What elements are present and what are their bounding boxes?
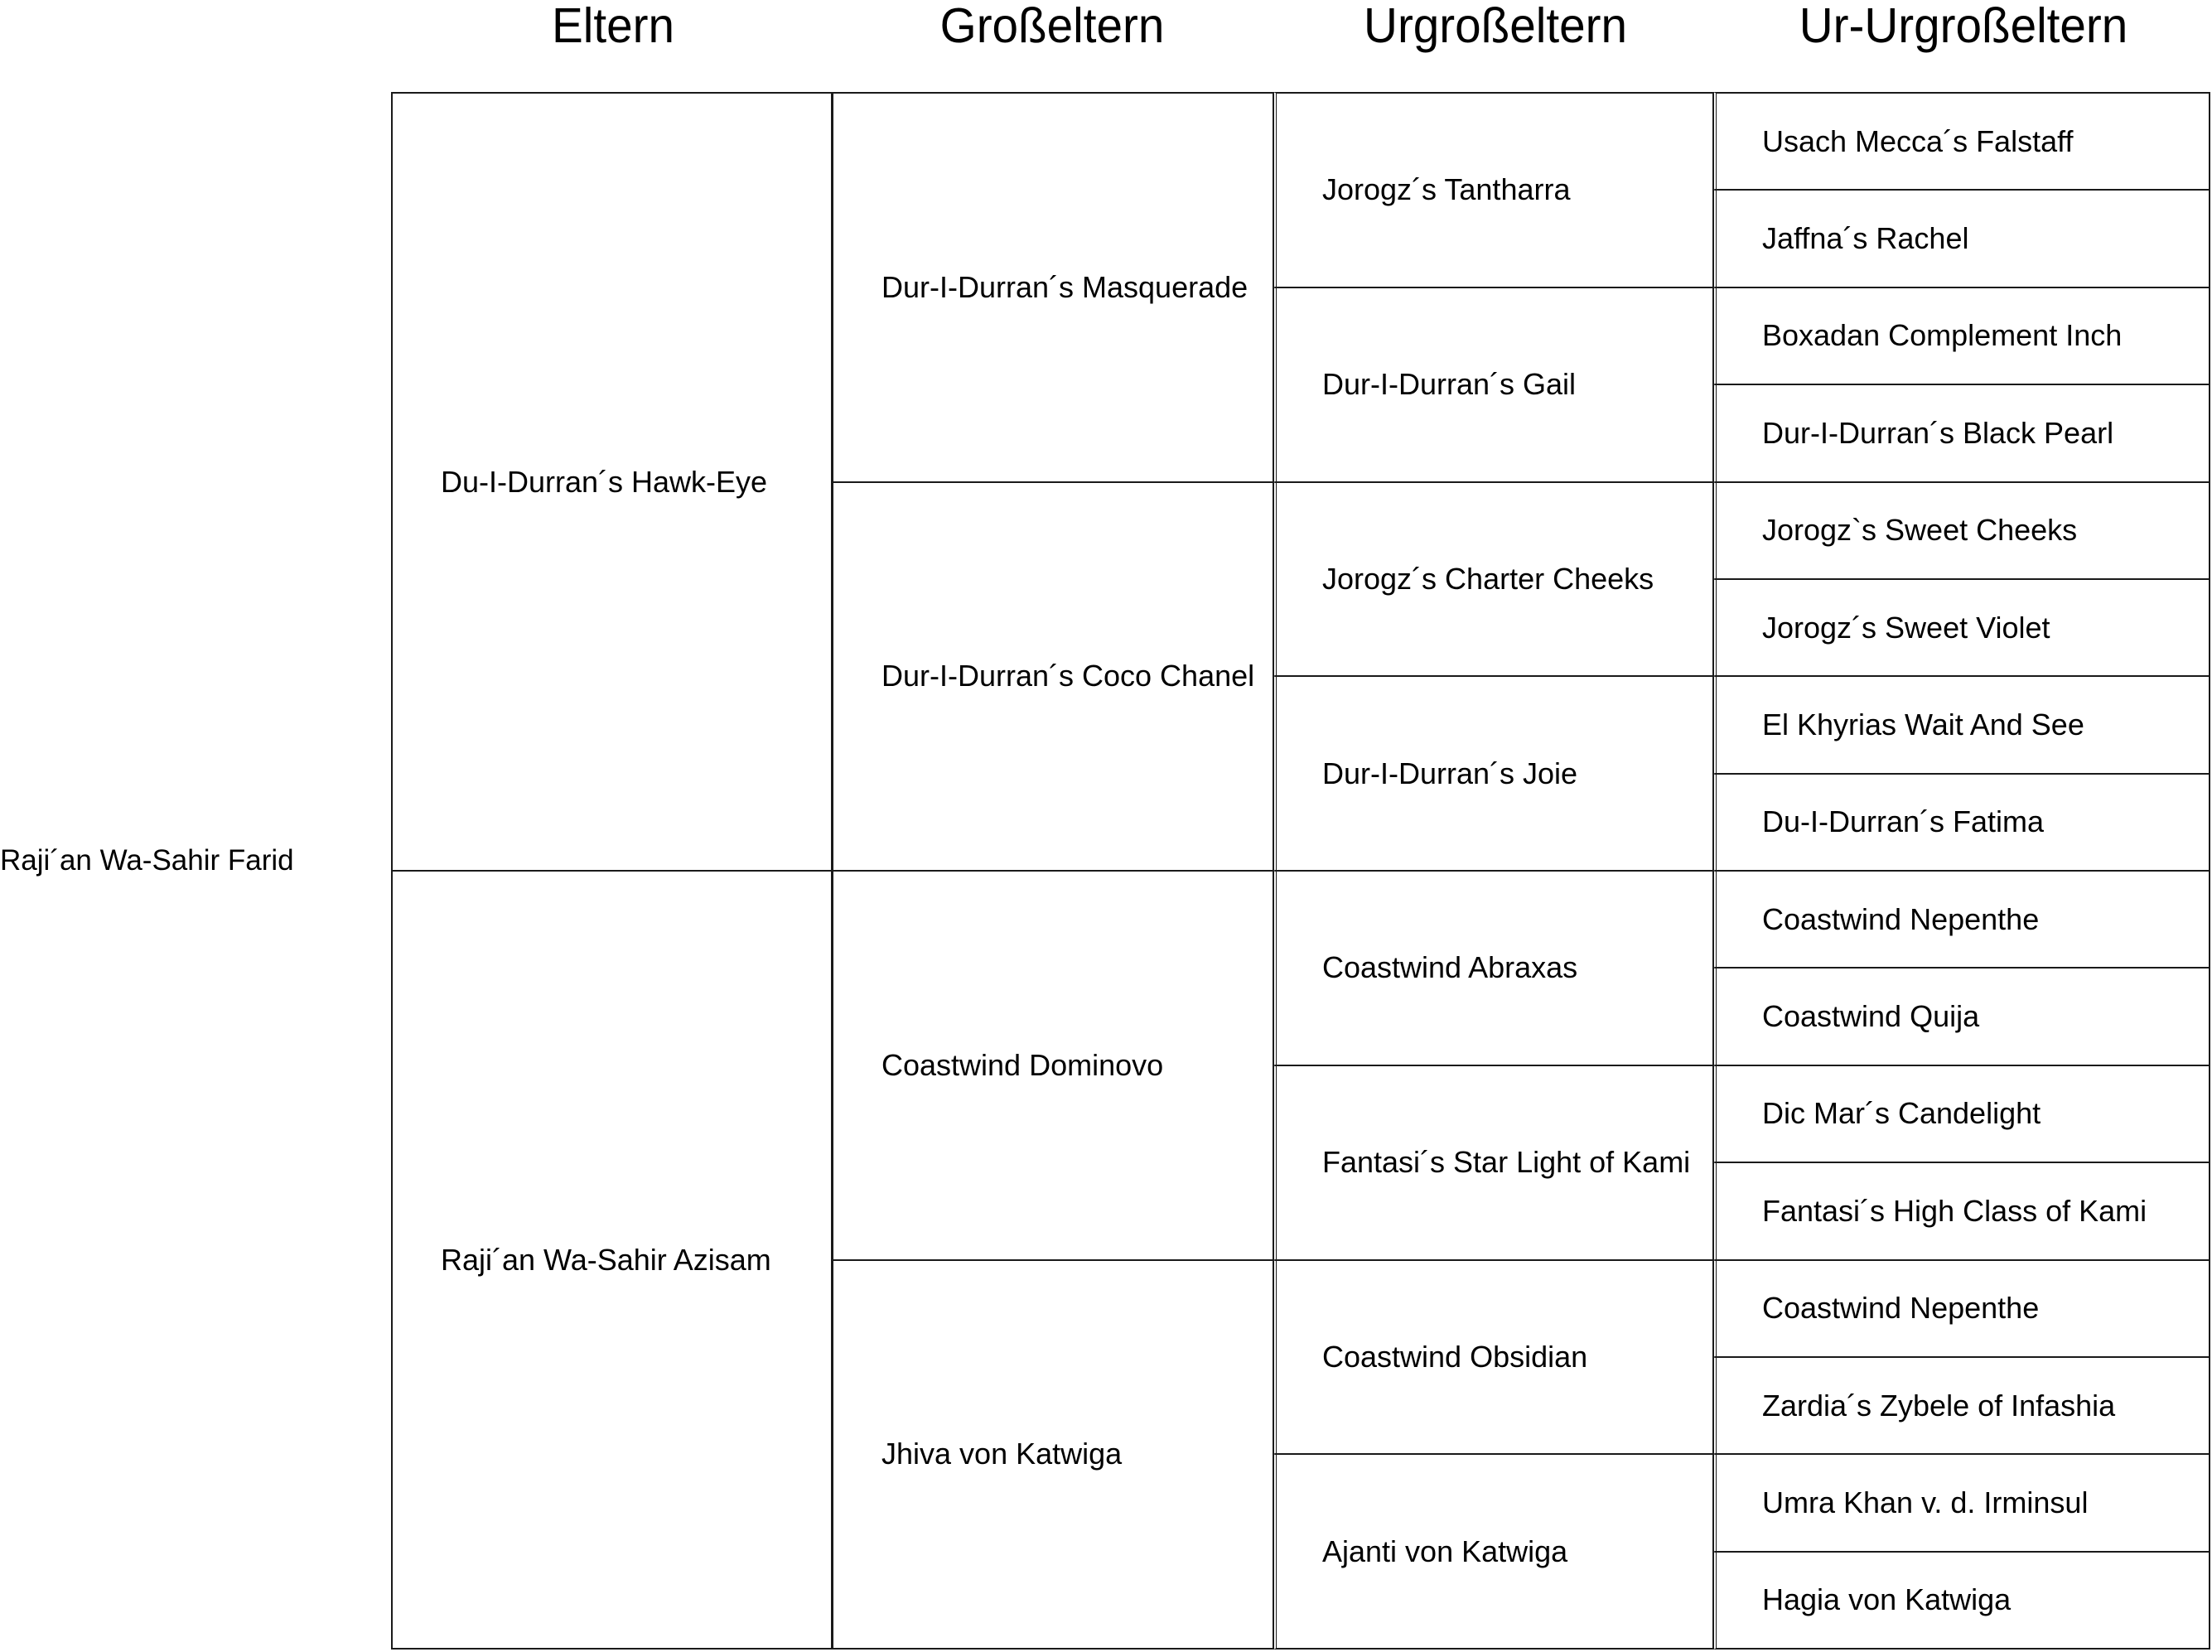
great-great-grandparent-cell bbox=[1713, 1453, 2210, 1552]
grandparent-cell bbox=[832, 870, 1274, 1261]
generation-great-grandparents bbox=[1273, 92, 1714, 1648]
great-grandparent-cell-label: Ajanti von Katwiga bbox=[1322, 1534, 1568, 1568]
pedigree-table bbox=[391, 92, 2210, 1648]
grandparent-cell-label: Jhiva von Katwiga bbox=[881, 1437, 1123, 1471]
parent-cell-label: Du-I-Durran´s Hawk-Eye bbox=[441, 464, 768, 499]
great-great-grandparent-cell bbox=[1713, 189, 2210, 287]
great-great-grandparent-cell bbox=[1713, 773, 2210, 872]
great-grandparent-cell bbox=[1273, 481, 1714, 678]
great-great-grandparent-cell-label: Coastwind Nepenthe bbox=[1762, 1291, 2040, 1326]
great-great-grandparent-cell bbox=[1713, 287, 2210, 385]
great-great-grandparent-cell bbox=[1713, 481, 2210, 580]
great-grandparent-cell-label: Coastwind Obsidian bbox=[1322, 1339, 1588, 1374]
great-great-grandparent-cell-label: Coastwind Quija bbox=[1762, 999, 1980, 1034]
great-great-grandparent-cell-label: Fantasi´s High Class of Kami bbox=[1762, 1193, 2147, 1228]
subject-name: Raji´an Wa-Sahir Farid bbox=[0, 844, 294, 877]
parent-cell bbox=[391, 92, 833, 872]
great-great-grandparent-cell-label: Umra Khan v. d. Irminsul bbox=[1762, 1485, 2089, 1519]
great-grandparent-cell bbox=[1273, 870, 1714, 1066]
great-great-grandparent-cell-label: Dur-I-Durran´s Black Pearl bbox=[1762, 415, 2114, 450]
great-grandparent-cell-label: Jorogz´s Charter Cheeks bbox=[1322, 561, 1654, 596]
great-great-grandparent-cell bbox=[1713, 675, 2210, 774]
grandparent-cell-label: Dur-I-Durran´s Masquerade bbox=[881, 269, 1248, 304]
great-grandparent-cell bbox=[1273, 1453, 1714, 1650]
great-grandparent-cell-label: Dur-I-Durran´s Gail bbox=[1322, 367, 1577, 402]
great-great-grandparent-cell bbox=[1713, 1259, 2210, 1358]
great-grandparent-cell bbox=[1273, 675, 1714, 872]
great-great-grandparent-cell-label: Jorogz´s Sweet Violet bbox=[1762, 610, 2050, 645]
great-great-grandparent-cell-label: Jaffna´s Rachel bbox=[1762, 221, 1969, 256]
great-grandparent-cell bbox=[1273, 287, 1714, 483]
great-great-grandparent-cell-label: Boxadan Complement Inch bbox=[1762, 318, 2123, 353]
header-great-great-grandparents: Ur-Urgroßeltern bbox=[1799, 0, 2128, 53]
great-great-grandparent-cell-label: Hagia von Katwiga bbox=[1762, 1582, 2012, 1617]
great-great-grandparent-cell bbox=[1713, 578, 2210, 677]
great-great-grandparent-cell-label: El Khyrias Wait And See bbox=[1762, 707, 2084, 741]
generation-great-great-grandparents bbox=[1713, 92, 2210, 1648]
grandparent-cell-label: Coastwind Dominovo bbox=[881, 1047, 1164, 1082]
great-great-grandparent-cell-label: Jorogz`s Sweet Cheeks bbox=[1762, 513, 2078, 548]
header-grandparents: Großeltern bbox=[939, 0, 1165, 53]
great-great-grandparent-cell-label: Zardia´s Zybele of Infashia bbox=[1762, 1388, 2116, 1423]
great-grandparent-cell bbox=[1273, 1065, 1714, 1261]
grandparent-cell bbox=[832, 92, 1274, 483]
parent-cell-label: Raji´an Wa-Sahir Azisam bbox=[441, 1242, 771, 1277]
great-grandparent-cell-label: Coastwind Abraxas bbox=[1322, 950, 1578, 985]
generation-parents bbox=[391, 92, 833, 1648]
great-grandparent-cell bbox=[1273, 92, 1714, 288]
header-parents: Eltern bbox=[552, 0, 674, 53]
great-grandparent-cell-label: Jorogz´s Tantharra bbox=[1322, 172, 1571, 207]
grandparent-cell bbox=[832, 1259, 1274, 1650]
great-grandparent-cell-label: Dur-I-Durran´s Joie bbox=[1322, 756, 1578, 790]
great-great-grandparent-cell-label: Dic Mar´s Candelight bbox=[1762, 1096, 2041, 1131]
parent-cell bbox=[391, 870, 833, 1650]
grandparent-cell bbox=[832, 481, 1274, 872]
great-great-grandparent-cell-label: Du-I-Durran´s Fatima bbox=[1762, 804, 2045, 839]
great-great-grandparent-cell bbox=[1713, 1065, 2210, 1163]
great-great-grandparent-cell bbox=[1713, 1551, 2210, 1650]
great-great-grandparent-cell-label: Usach Mecca´s Falstaff bbox=[1762, 123, 2074, 158]
great-great-grandparent-cell bbox=[1713, 870, 2210, 968]
great-great-grandparent-cell bbox=[1713, 1356, 2210, 1455]
header-great-grandparents: Urgroßeltern bbox=[1364, 0, 1627, 53]
great-great-grandparent-cell-label: Coastwind Nepenthe bbox=[1762, 901, 2040, 936]
generation-grandparents bbox=[832, 92, 1274, 1648]
great-great-grandparent-cell bbox=[1713, 384, 2210, 482]
great-great-grandparent-cell bbox=[1713, 967, 2210, 1065]
grandparent-cell-label: Dur-I-Durran´s Coco Chanel bbox=[881, 659, 1255, 693]
great-great-grandparent-cell bbox=[1713, 92, 2210, 191]
great-grandparent-cell bbox=[1273, 1259, 1714, 1456]
great-great-grandparent-cell bbox=[1713, 1162, 2210, 1260]
great-grandparent-cell-label: Fantasi´s Star Light of Kami bbox=[1322, 1145, 1691, 1180]
